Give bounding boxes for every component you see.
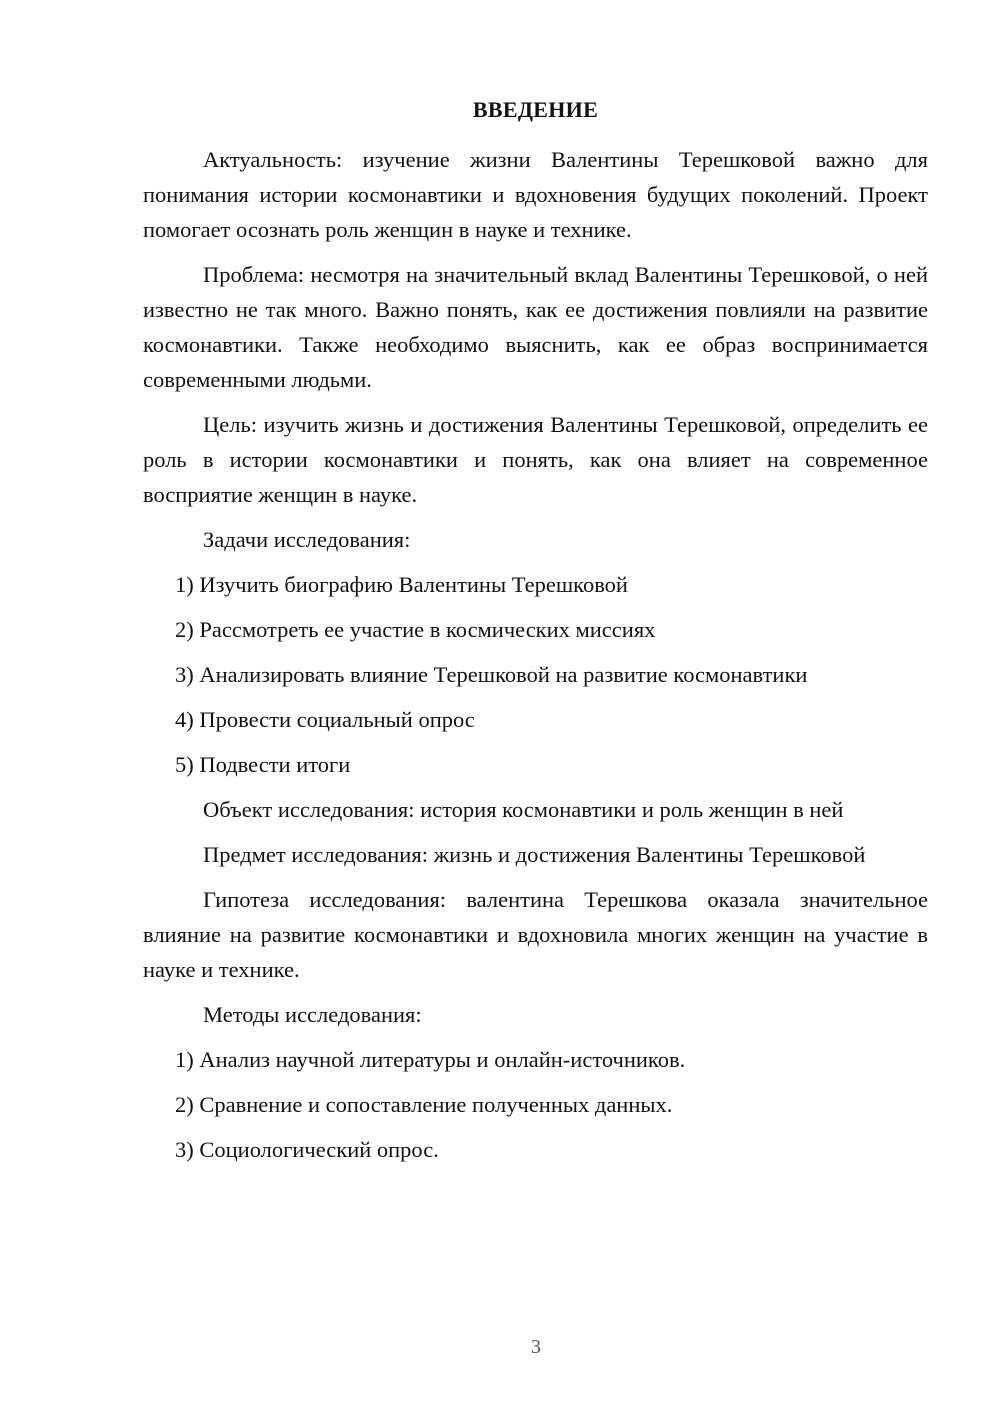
method-item: 1) Анализ научной литературы и онлайн-источников.	[175, 1047, 686, 1072]
goal-paragraph: Цель: изучить жизнь и достижения Валентины Терешковой, определить ее роль в истории космонавтики и понять, как она влияет на современное восприятие женщин в науке.	[143, 412, 928, 507]
method-item: 3) Социологический опрос.	[175, 1137, 439, 1162]
relevance-paragraph: Актуальность: изучение жизни Валентины Терешковой важно для понимания истории космонавтики и вдохновения будущих поколений. Проект помогает осознать роль женщин в науке и технике.	[143, 147, 928, 242]
tasks-heading: Задачи исследования:	[203, 527, 411, 552]
method-item: 2) Сравнение и сопоставление полученных данных.	[175, 1092, 673, 1117]
methods-list	[143, 1042, 928, 1167]
task-item: 5) Подвести итоги	[175, 752, 351, 777]
task-item: 3) Анализировать влияние Терешковой на развитие космонавтики	[175, 662, 808, 687]
methods-heading: Методы исследования:	[203, 1002, 422, 1027]
task-item: 1) Изучить биографию Валентины Терешковой	[175, 572, 628, 597]
page-content	[143, 94, 928, 1177]
tasks-list	[143, 567, 928, 782]
hypothesis-paragraph: Гипотеза исследования: валентина Терешкова оказала значительное влияние на развитие космонавтики и вдохновила многих женщин на участие в науке и технике.	[143, 887, 928, 982]
page-number: 3	[531, 1336, 541, 1358]
section-title: ВВЕДЕНИЕ	[472, 97, 599, 122]
task-item: 2) Рассмотреть ее участие в космических миссиях	[175, 617, 656, 642]
subject-paragraph: Предмет исследования: жизнь и достижения Валентины Терешковой	[203, 842, 866, 867]
object-paragraph: Объект исследования: история космонавтики и роль женщин в ней	[203, 797, 844, 822]
problem-paragraph: Проблема: несмотря на значительный вклад Валентины Терешковой, о ней известно не так много. Важно понять, как ее достижения повлияли на развитие космонавтики. Также необходимо выяснить, как ее образ воспринимается современными людьми.	[143, 262, 928, 392]
task-item: 4) Провести социальный опрос	[175, 707, 475, 732]
